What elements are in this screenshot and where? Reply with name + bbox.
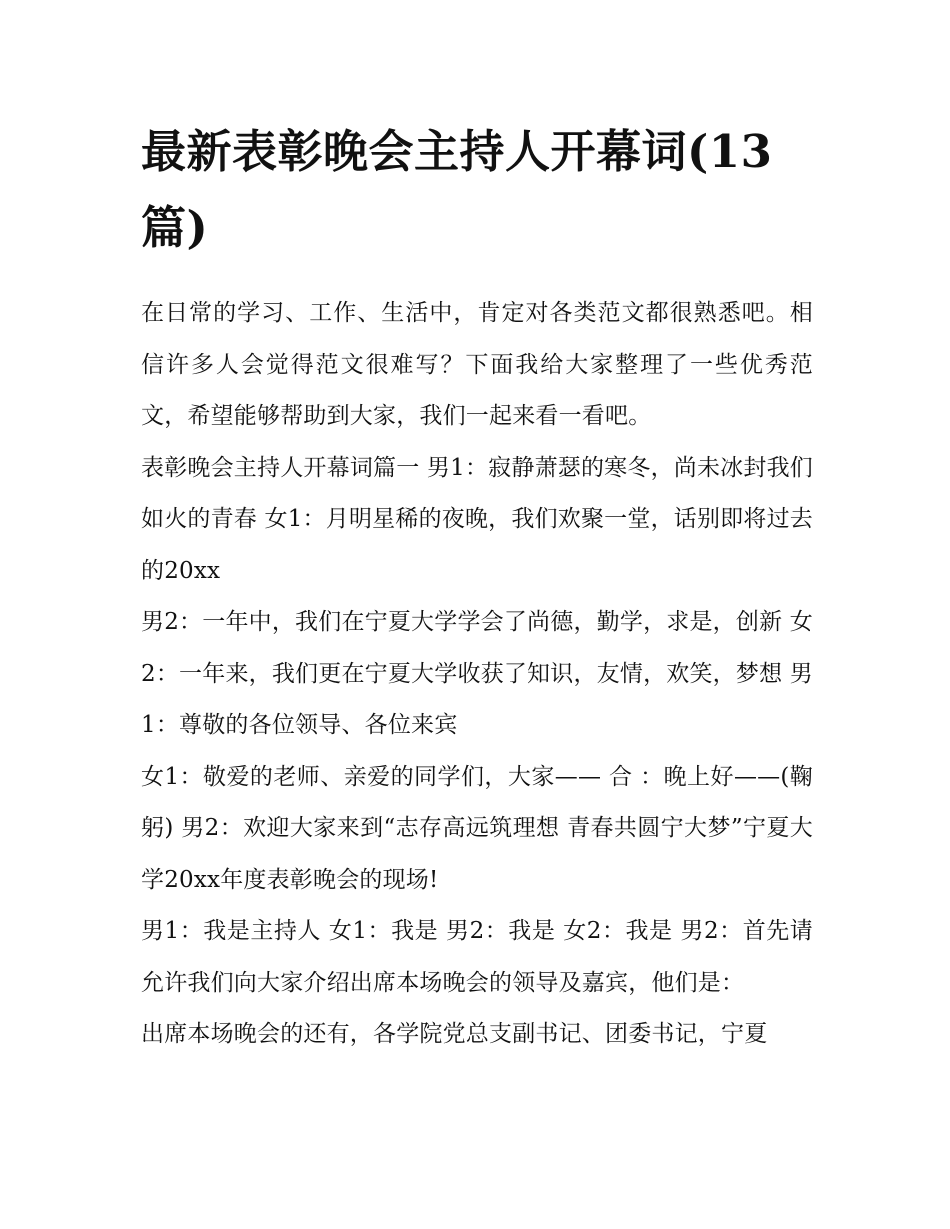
document-body — [141, 114, 813, 1061]
paragraph-hosts-intro: 男1：我是主持人 女1：我是 男2：我是 女2：我是 男2：首先请允许我们向大家介绍出席本场晚会的领导及嘉宾，他们是： — [141, 918, 813, 996]
paragraph-intro: 在日常的学习、工作、生活中，肯定对各类范文都很熟悉吧。相信许多人会觉得范文很难写？下面我给大家整理了一些优秀范文，希望能够帮助到大家，我们一起来看一看吧。 — [141, 300, 813, 429]
paragraph-guests: 出席本场晚会的还有，各学院党总支副书记、团委书记，宁夏 — [141, 1021, 768, 1047]
paragraph-opening-2: 男2：一年中，我们在宁夏大学学会了尚德，勤学，求是，创新 女2：一年来，我们更在宁夏大学收获了知识，友情，欢笑，梦想 男1：尊敬的各位领导、各位来宾 — [141, 609, 813, 738]
paragraph-opening-3: 女1：敬爱的老师、亲爱的同学们，大家—— 合 ：晚上好——(鞠躬) 男2：欢迎大家来到“志存高远筑理想 青春共圆宁大梦”宁夏大学20xx年度表彰晚会的现场! — [141, 763, 813, 893]
document-title: 最新表彰晚会主持人开幕词(13篇) — [141, 125, 773, 254]
paragraph-opening-1: 表彰晚会主持人开幕词篇一 男1：寂静萧瑟的寒冬，尚未冰封我们如火的青春 女1：月明星稀的夜晚，我们欢聚一堂，话别即将过去的20xx — [141, 454, 813, 584]
